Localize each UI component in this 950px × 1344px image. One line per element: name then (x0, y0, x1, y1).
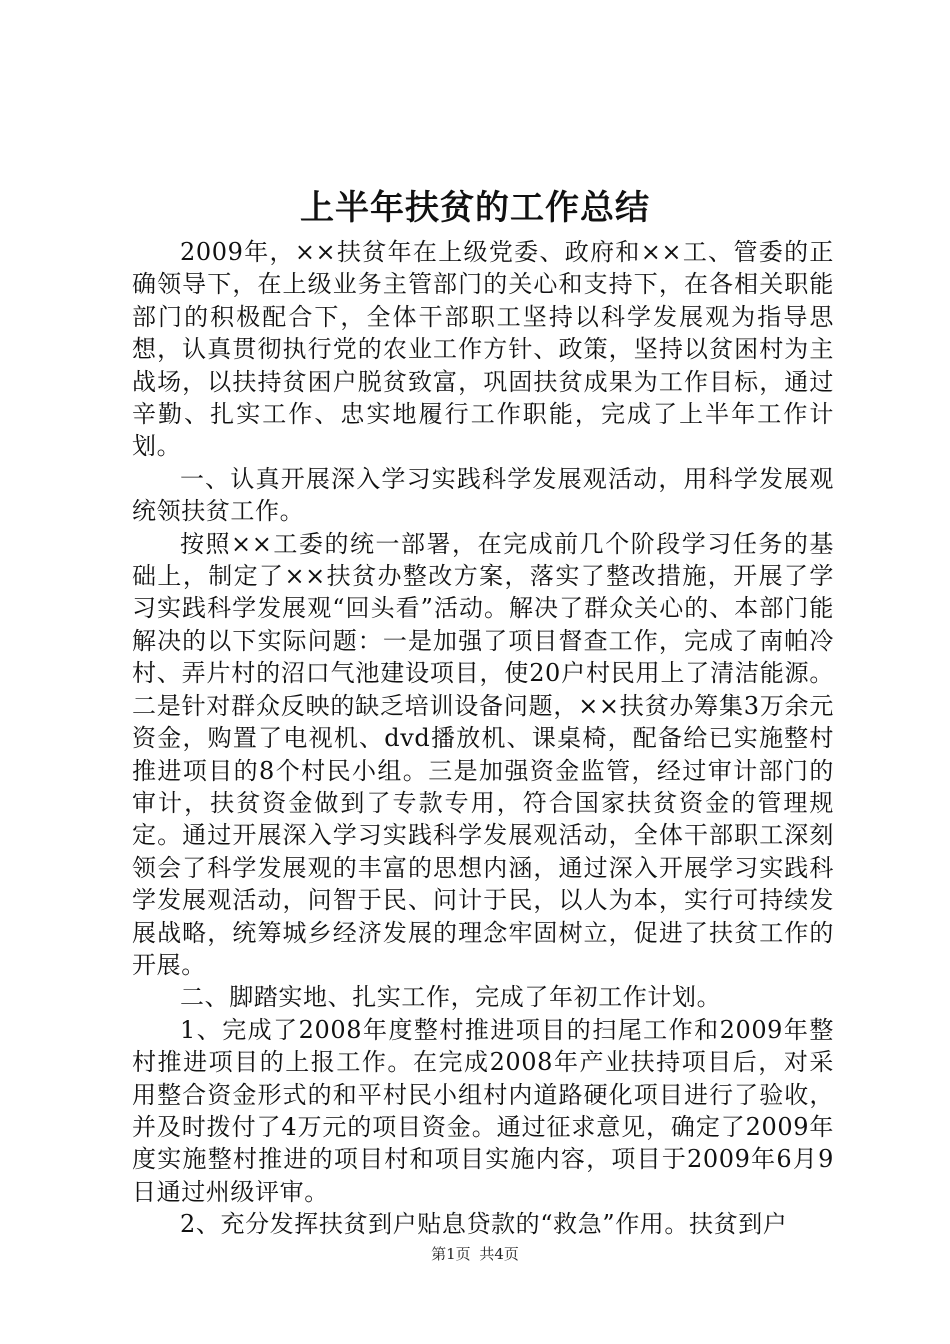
section-heading-1: 一、认真开展深入学习实践科学发展观活动，用科学发展观统领扶贫工作。 (132, 464, 834, 526)
page-footer (0, 1244, 950, 1264)
paragraph-item-2: 2、充分发挥扶贫到户贴息贷款的“救急”作用。扶贫到户 (180, 1210, 788, 1239)
document-body (132, 236, 834, 1241)
paragraph-intro: 2009年，××扶贫年在上级党委、政府和××工、管委的正确领导下，在上级业务主管部门的关心和支持下，在各相关职能部门的积极配合下，全体干部职工坚持以科学发展观为指导思想，认真贯彻执行党的农业工作方针、政策，坚持以贫困村为主战场，以扶持贫困户脱贫致富，巩固扶贫成果为工作目标，通过辛勤、扎实工作、忠实地履行工作职能，完成了上半年工作计划。 (132, 238, 834, 461)
paragraph-section-1: 按照××工委的统一部署，在完成前几个阶段学习任务的基础上，制定了××扶贫办整改方案，落实了整改措施，开展了学习实践科学发展观“回头看”活动。解决了群众关心的、本部门能解决的以下实际问题：一是加强了项目督查工作，完成了南帕冷村、弄片村的沼口气池建设项目，使20户村民用上了清洁能源。二是针对群众反映的缺乏培训设备问题，××扶贫办筹集3万余元资金，购置了电视机、dvd播放机、课桌椅，配备给已实施整村推进项目的8个村民小组。三是加强资金监管，经过审计部门的审计，扶贫资金做到了专款专用，符合国家扶贫资金的管理规定。通过开展深入学习实践科学发展观活动，全体干部职工深刻领会了科学发展观的丰富的思想内涵，通过深入开展学习实践科学发展观活动，问智于民、问计于民，以人为本，实行可持续发展战略，统筹城乡经济发展的理念牢固树立，促进了扶贫工作的开展。 (132, 529, 834, 979)
page-number: 第1页 (431, 1245, 471, 1263)
document-title: 上半年扶贫的工作总结 (300, 188, 650, 228)
section-heading-2: 二、脚踏实地、扎实工作，完成了年初工作计划。 (180, 983, 722, 1012)
page-total: 共4页 (479, 1245, 519, 1263)
paragraph-item-1: 1、完成了2008年度整村推进项目的扫尾工作和2009年整村推进项目的上报工作。在完成2008年产业扶持项目后，对采用整合资金形式的和平村民小组村内道路硬化项目进行了验收，并及时拨付了4万元的项目资金。通过征求意见，确定了2009年度实施整村推进的项目村和项目实施内容，项目于2009年6月9日通过州级评审。 (132, 1015, 834, 1206)
